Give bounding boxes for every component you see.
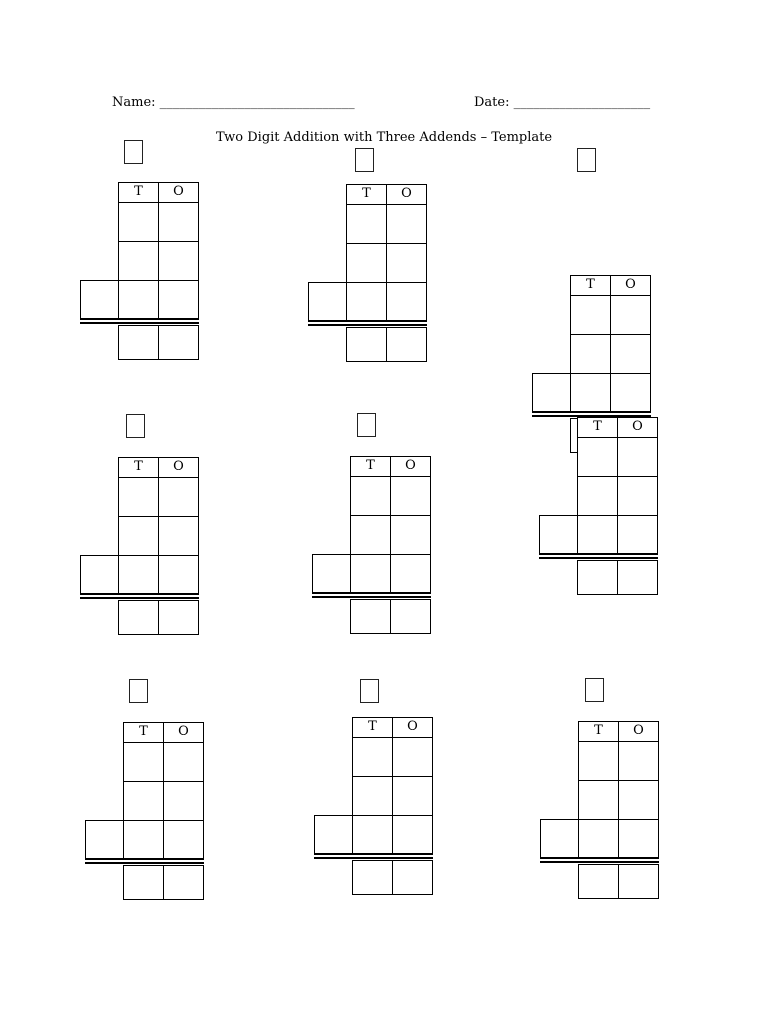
problem-checkbox[interactable]: [129, 679, 148, 703]
ones-header: O: [390, 456, 431, 477]
ones-digit-cell[interactable]: [610, 334, 651, 374]
answer-ones-cell[interactable]: [392, 860, 433, 895]
ones-header: O: [163, 722, 204, 743]
answer-tens-cell[interactable]: [346, 327, 387, 362]
ones-digit-cell[interactable]: [392, 815, 433, 855]
ones-digit-cell[interactable]: [392, 776, 433, 816]
tens-digit-cell[interactable]: [118, 516, 159, 556]
tens-digit-cell[interactable]: [352, 815, 393, 855]
tens-digit-cell[interactable]: [350, 515, 391, 555]
problem-checkbox[interactable]: [360, 679, 379, 703]
sum-line: [80, 322, 199, 324]
sum-line: [80, 593, 199, 595]
tens-digit-cell[interactable]: [123, 781, 164, 821]
ones-digit-cell[interactable]: [390, 515, 431, 555]
operator-box[interactable]: [314, 815, 353, 855]
ones-header: O: [617, 417, 658, 438]
tens-header: T: [570, 275, 611, 296]
operator-box[interactable]: [80, 280, 119, 320]
sum-line: [85, 858, 204, 860]
operator-box[interactable]: [308, 282, 347, 322]
answer-ones-cell[interactable]: [617, 560, 658, 595]
ones-digit-cell[interactable]: [390, 476, 431, 516]
sum-line: [308, 320, 427, 322]
date-field-label: Date: _____________________: [474, 95, 651, 110]
operator-box[interactable]: [80, 555, 119, 595]
ones-digit-cell[interactable]: [610, 373, 651, 413]
tens-digit-cell[interactable]: [118, 241, 159, 281]
tens-digit-cell[interactable]: [346, 282, 387, 322]
ones-digit-cell[interactable]: [163, 820, 204, 860]
operator-box[interactable]: [539, 515, 578, 555]
tens-digit-cell[interactable]: [578, 780, 619, 820]
tens-header: T: [352, 717, 393, 738]
problem-checkbox[interactable]: [126, 414, 145, 438]
tens-digit-cell[interactable]: [570, 373, 611, 413]
ones-header: O: [618, 721, 659, 742]
tens-digit-cell[interactable]: [118, 555, 159, 595]
tens-digit-cell[interactable]: [118, 202, 159, 242]
problem-checkbox[interactable]: [124, 140, 143, 164]
sum-line: [312, 592, 431, 594]
ones-digit-cell[interactable]: [610, 295, 651, 335]
ones-digit-cell[interactable]: [163, 781, 204, 821]
tens-header: T: [578, 721, 619, 742]
tens-digit-cell[interactable]: [570, 295, 611, 335]
answer-ones-cell[interactable]: [163, 865, 204, 900]
ones-digit-cell[interactable]: [617, 437, 658, 477]
sum-line: [80, 318, 199, 320]
ones-digit-cell[interactable]: [618, 741, 659, 781]
problem-checkbox[interactable]: [357, 413, 376, 437]
answer-tens-cell[interactable]: [352, 860, 393, 895]
answer-tens-cell[interactable]: [118, 600, 159, 635]
tens-digit-cell[interactable]: [577, 515, 618, 555]
ones-digit-cell[interactable]: [386, 282, 427, 322]
tens-header: T: [577, 417, 618, 438]
tens-digit-cell[interactable]: [118, 477, 159, 517]
tens-digit-cell[interactable]: [577, 437, 618, 477]
tens-digit-cell[interactable]: [118, 280, 159, 320]
ones-digit-cell[interactable]: [158, 280, 199, 320]
worksheet-title: Two Digit Addition with Three Addends – Template: [215, 130, 553, 145]
answer-tens-cell[interactable]: [577, 560, 618, 595]
tens-header: T: [350, 456, 391, 477]
ones-digit-cell[interactable]: [617, 515, 658, 555]
answer-ones-cell[interactable]: [158, 600, 199, 635]
sum-line: [314, 853, 433, 855]
ones-digit-cell[interactable]: [386, 243, 427, 283]
tens-digit-cell[interactable]: [570, 334, 611, 374]
answer-ones-cell[interactable]: [618, 864, 659, 899]
sum-line: [312, 596, 431, 598]
ones-header: O: [392, 717, 433, 738]
problem-checkbox[interactable]: [355, 148, 374, 172]
tens-digit-cell[interactable]: [346, 243, 387, 283]
ones-digit-cell[interactable]: [618, 780, 659, 820]
operator-box[interactable]: [540, 819, 579, 859]
tens-digit-cell[interactable]: [123, 742, 164, 782]
sum-line: [80, 597, 199, 599]
tens-digit-cell[interactable]: [352, 776, 393, 816]
tens-header: T: [118, 457, 159, 478]
ones-digit-cell[interactable]: [158, 555, 199, 595]
sum-line: [308, 324, 427, 326]
problem-checkbox[interactable]: [577, 148, 596, 172]
ones-digit-cell[interactable]: [392, 737, 433, 777]
ones-digit-cell[interactable]: [158, 477, 199, 517]
ones-header: O: [158, 182, 199, 203]
tens-digit-cell[interactable]: [578, 741, 619, 781]
tens-digit-cell[interactable]: [350, 554, 391, 594]
sum-line: [85, 862, 204, 864]
tens-digit-cell[interactable]: [350, 476, 391, 516]
ones-header: O: [386, 184, 427, 205]
ones-digit-cell[interactable]: [158, 516, 199, 556]
name-field-label: Name: ______________________________: [112, 95, 355, 110]
tens-digit-cell[interactable]: [346, 204, 387, 244]
tens-digit-cell[interactable]: [123, 820, 164, 860]
operator-box[interactable]: [532, 373, 571, 413]
ones-digit-cell[interactable]: [390, 554, 431, 594]
tens-digit-cell[interactable]: [578, 819, 619, 859]
tens-digit-cell[interactable]: [352, 737, 393, 777]
tens-header: T: [123, 722, 164, 743]
sum-line: [540, 861, 659, 863]
ones-digit-cell[interactable]: [618, 819, 659, 859]
ones-digit-cell[interactable]: [158, 241, 199, 281]
sum-line: [532, 411, 651, 413]
tens-digit-cell[interactable]: [577, 476, 618, 516]
problem-checkbox[interactable]: [585, 678, 604, 702]
sum-line: [539, 553, 658, 555]
answer-tens-cell[interactable]: [350, 599, 391, 634]
sum-line: [540, 857, 659, 859]
ones-header: O: [610, 275, 651, 296]
operator-box[interactable]: [85, 820, 124, 860]
answer-tens-cell[interactable]: [123, 865, 164, 900]
answer-tens-cell[interactable]: [118, 325, 159, 360]
tens-header: T: [346, 184, 387, 205]
operator-box[interactable]: [312, 554, 351, 594]
ones-digit-cell[interactable]: [163, 742, 204, 782]
answer-ones-cell[interactable]: [158, 325, 199, 360]
tens-header: T: [118, 182, 159, 203]
ones-header: O: [158, 457, 199, 478]
ones-digit-cell[interactable]: [617, 476, 658, 516]
ones-digit-cell[interactable]: [158, 202, 199, 242]
sum-line: [314, 857, 433, 859]
ones-digit-cell[interactable]: [386, 204, 427, 244]
answer-ones-cell[interactable]: [390, 599, 431, 634]
sum-line: [539, 557, 658, 559]
answer-ones-cell[interactable]: [386, 327, 427, 362]
answer-tens-cell[interactable]: [578, 864, 619, 899]
